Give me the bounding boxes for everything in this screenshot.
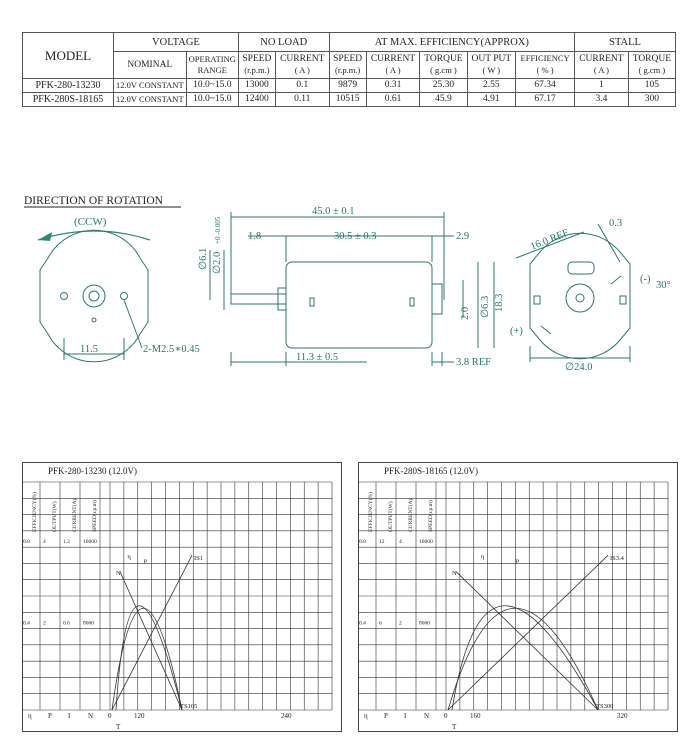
x-tick-label: 160 [470,712,481,720]
header-max-eff: AT MAX. EFFICIENCY(APPROX) [329,33,574,52]
dim-shaft-dia: ∅6.1 [198,247,209,270]
cell-model: PFK-280S-18165 [23,93,114,107]
header-op-range: OPERATING RANGE [186,52,238,79]
dim-term-dia: ∅6.3 [480,295,491,318]
rotation-title: DIRECTION OF ROTATION [24,195,163,207]
axis-top-value: 4 [399,539,402,546]
bottom-label: P [48,712,52,720]
dim-back-gap: 0.3 [609,218,623,229]
axis-top-value: 0.8 [359,539,366,546]
header-nl-current: CURRENT ( A ) [275,52,329,79]
axis-top-value: 1.2 [63,539,70,546]
bottom-label: I [404,712,407,720]
axis-mid-value: 8000 [419,620,430,627]
axis-label: EFFICIENCY(%) [368,491,374,532]
header-me-current: CURRENT ( A ) [366,52,420,79]
dim-height: 18.3 [494,293,505,312]
axis-mid-value: 8000 [83,620,94,627]
x-tick-label: 120 [134,712,145,720]
axis-label: OUTPUT(W) [52,501,58,532]
dim-overall: 45.0 ± 0.1 [312,206,355,217]
axis-label: SPEED(r.p.m) [92,500,98,532]
curve-label-power: P [515,558,520,566]
cell-nl-speed: 12400 [238,93,275,107]
cell-me-torque: 45.9 [420,93,467,107]
axis-mid-value: 6 [379,620,382,627]
curve-label-power: P [143,558,148,566]
curve-label-stall: TS105 [180,703,198,710]
header-me-torque: TORQUE ( g.cm ) [420,52,467,79]
dim-shaft-ext: 1.8 [248,231,262,242]
performance-chart-1 [22,462,342,732]
header-no-load: NO LOAD [238,33,329,52]
pos-label: (+) [510,326,523,337]
axis-mid-value: 0.4 [359,620,366,627]
axis-label: CURRENT(A) [408,498,414,532]
axis-top-value: 4 [43,539,46,546]
header-me-speed: SPEED (r.p.m.) [329,52,366,79]
ccw-label: (CCW) [74,216,107,228]
dim-boss-dia: ∅2.0 [212,251,223,274]
axis-mid-value: 2 [399,620,402,627]
angle-label: 30° [656,280,671,291]
dim-back-dia: ∅24.0 [565,362,593,373]
cell-st-current: 1 [575,79,629,93]
x-axis-label: T [116,723,121,731]
axis-label: OUTPUT(W) [388,501,394,532]
cell-nominal: 12.0V CONSTANT [114,79,187,93]
axis-top-value: 16000 [419,539,433,546]
cell-st-current: 3.4 [575,93,629,107]
cell-me-speed: 10515 [329,93,366,107]
bottom-label: N [424,712,430,720]
header-me-output: OUT PUT ( W ) [467,52,516,79]
header-st-torque: TORQUE ( g.cm ) [628,52,675,79]
header-voltage: VOLTAGE [114,33,239,52]
x-tick-label: 240 [281,712,292,720]
axis-label: SPEED(r.p.m) [428,500,434,532]
cell-me-current: 0.31 [366,79,420,93]
axis-mid-value: 2 [43,620,46,627]
performance-chart-2 [358,462,678,732]
cell-st-torque: 300 [628,93,675,107]
dim-body: 30.5 ± 0.3 [334,231,377,242]
cell-me-output: 4.91 [467,93,516,107]
power-curve [112,608,182,710]
cell-me-output: 2.55 [467,79,516,93]
axis-mid-value: 0.4 [23,620,30,627]
axis-mid-value: 0.6 [63,620,70,627]
axis-top-value: 16000 [83,539,97,546]
bottom-label: P [384,712,388,720]
axis-label: EFFICIENCY(%) [32,491,38,532]
chart-frame [23,463,342,732]
cell-range: 10.0~15.0 [186,79,238,93]
x-tick-label: 320 [617,712,628,720]
cell-me-eff: 67.34 [516,79,575,93]
neg-label: (-) [640,274,651,285]
header-stall: STALL [575,33,676,52]
axis-top-value: 0.8 [23,539,30,546]
cell-nl-current: 0.1 [275,79,329,93]
cell-me-torque: 25.30 [420,79,467,93]
cell-nl-speed: 13000 [238,79,275,93]
dim-back-ref: 16.0 REF [529,227,571,253]
cell-nl-current: 0.11 [275,93,329,107]
cell-me-speed: 9879 [329,79,366,93]
bottom-label: N [88,712,94,720]
bottom-label: η [28,712,32,720]
chart-frame [359,463,678,732]
power-curve [448,608,598,710]
dim-term-gap: 2.0 [460,306,471,320]
cell-range: 10.0~15.0 [186,93,238,107]
current-curve [448,555,608,710]
header-model: MODEL [23,33,114,79]
dim-front-width: 11.5 [80,344,98,355]
chart-title: PFK-280-13230 (12.0V) [48,466,137,476]
dim-boss-tol: +0 -0.005 [214,216,222,244]
bottom-label: 0 [444,712,448,720]
header-nl-speed: SPEED (r.p.m.) [238,52,275,79]
bottom-label: η [364,712,368,720]
curve-label-eff: η [127,553,131,561]
speed-curve [456,572,598,710]
axis-top-value: 12 [379,539,385,546]
axis-label: CURRENT(A) [72,498,78,532]
cell-model: PFK-280-13230 [23,79,114,93]
dim-ref: 3.8 REF [456,357,492,368]
header-st-current: CURRENT ( A ) [575,52,629,79]
dim-end: 2.9 [456,231,470,242]
curve-label-current: IS3.4 [610,555,624,563]
curve-label-eff: η [481,553,485,561]
bottom-label: I [68,712,71,720]
curve-label-speed: N [116,569,121,577]
screw-spec: 2-M2.5∗0.45 [143,344,200,355]
x-axis-label: T [452,723,457,731]
rotation-arrow-icon [38,231,150,240]
header-nominal: NOMINAL [114,52,187,79]
cell-st-torque: 105 [628,79,675,93]
cell-me-eff: 67.17 [516,93,575,107]
bottom-label: 0 [108,712,112,720]
curve-label-current: IS1 [194,555,204,563]
cell-nominal: 12.0V CONSTANT [114,93,187,107]
chart-title: PFK-280S-18165 (12.0V) [384,466,479,476]
cell-me-current: 0.61 [366,93,420,107]
curve-label-stall: TS300 [596,703,614,710]
header-me-eff: EFFICIENCY ( % ) [516,52,575,79]
curve-label-speed: N [452,569,457,577]
dim-shaft-len: 11.3 ± 0.5 [296,352,339,363]
front-view [40,230,148,362]
efficiency-curve [116,606,182,710]
